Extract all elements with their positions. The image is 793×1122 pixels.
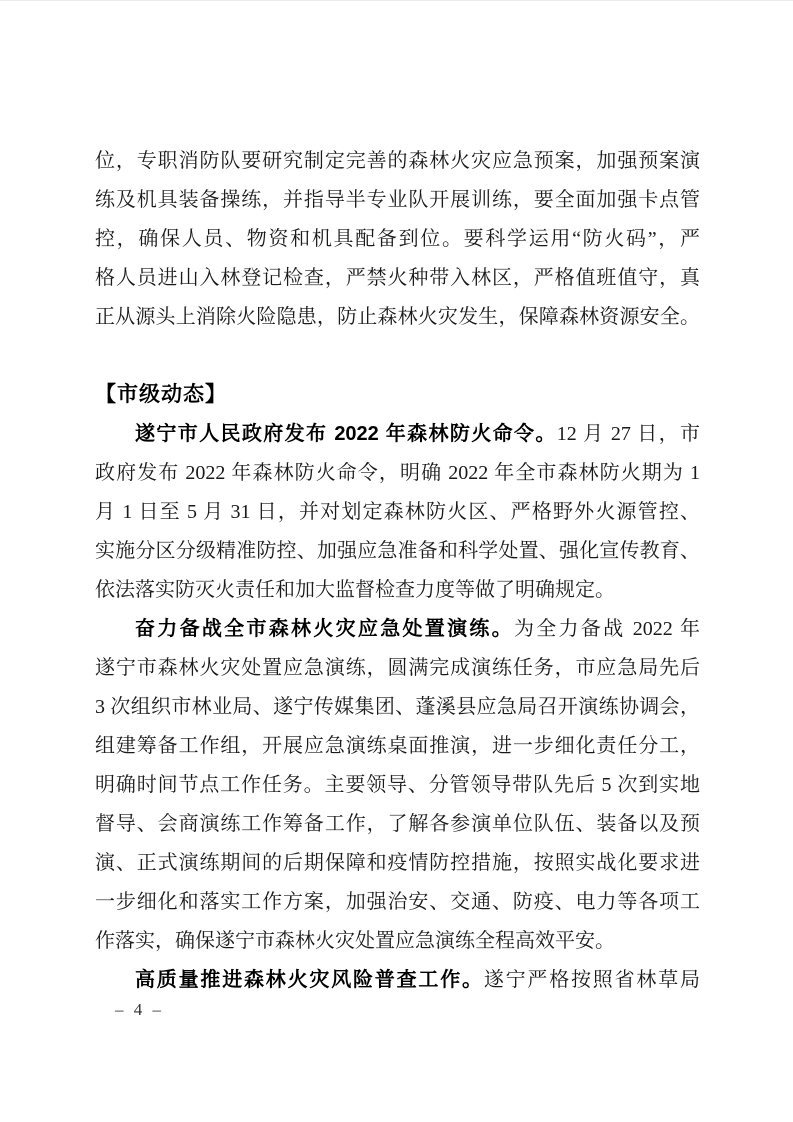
page-number: – 4 – [115,1000,161,1019]
text-line [95,883,700,922]
section-heading-city-updates [95,375,700,415]
text-line [95,961,700,1000]
paragraph-fire-risk-survey [95,961,700,1000]
text-segment: 月 1 日至 5 月 31 日，并对划定森林防火区、严格野外火源管控、 [95,501,700,523]
text-line [95,415,700,454]
text-segment: 作落实，确保遂宁市森林火灾处置应急演练全程高效平安。 [95,930,615,952]
text-line [95,688,700,727]
text-line [95,805,700,844]
paragraph-continuation-fire-plan [95,142,700,337]
text-line [95,298,700,337]
text-segment: 明确时间节点工作任务。主要领导、分管领导带队先后 5 次到实地 [95,774,700,796]
text-line [95,766,700,805]
text-line [95,220,700,259]
text-segment: 控，确保人员、物资和机具配备到位。要科学运用“防火码”，严 [95,228,700,250]
text-line [95,727,700,766]
document-body [95,142,700,1000]
text-segment: 组建筹备工作组，开展应急演练桌面推演，进一步细化责任分工， [95,735,700,757]
paragraph-fire-prevention-order [95,415,700,610]
text-segment: 练及机具装备操练，并指导半专业队开展训练，要全面加强卡点管 [95,189,700,211]
paragraph-emergency-drill-preparation [95,610,700,961]
text-line [95,142,700,181]
text-segment: 遂宁严格按照省林草局 [483,969,701,991]
bold-text-segment: 奋力备战全市森林火灾应急处置演练。 [135,618,514,640]
text-segment: 正从源头上消除火险隐患，防止森林火灾发生，保障森林资源安全。 [95,306,700,328]
text-segment: 12 月 27 日，市 [556,423,701,445]
text-segment: 为全力备战 2022 年 [513,618,701,640]
text-line [95,454,700,493]
text-line [95,493,700,532]
text-line [95,610,700,649]
bold-text-segment: 【市级动态】 [95,383,227,406]
text-segment: 一步细化和落实工作方案，加强治安、交通、防疫、电力等各项工 [95,891,700,913]
text-line [95,259,700,298]
text-line [95,532,700,571]
text-segment: 位，专职消防队要研究制定完善的森林火灾应急预案，加强预案演 [95,150,700,172]
text-line [95,181,700,220]
text-segment: 依法落实防灭火责任和加大监督检查力度等做了明确规定。 [95,579,615,601]
text-line [95,922,700,961]
text-line [95,375,700,415]
text-line [95,571,700,610]
text-line [95,844,700,883]
text-segment: 政府发布 2022 年森林防火命令，明确 2022 年全市森林防火期为 1 [95,462,700,484]
bold-text-segment: 遂宁市人民政府发布 2022 年森林防火命令。 [135,423,557,445]
text-segment: 3 次组织市林业局、遂宁传媒集团、蓬溪县应急局召开演练协调会， [95,696,700,718]
text-segment: 督导、会商演练工作筹备工作，了解各参演单位队伍、装备以及预 [95,813,700,835]
text-segment: 遂宁市森林火灾处置应急演练，圆满完成演练任务，市应急局先后 [95,657,700,679]
text-segment: 实施分区分级精准防控、加强应急准备和科学处置、强化宣传教育、 [95,540,700,562]
bold-text-segment: 高质量推进森林火灾风险普查工作。 [135,969,484,991]
text-line [95,649,700,688]
text-segment: 格人员进山入林登记检查，严禁火种带入林区，严格值班值守，真 [95,267,700,289]
text-segment: 演、正式演练期间的后期保障和疫情防控措施，按照实战化要求进 [95,852,700,874]
